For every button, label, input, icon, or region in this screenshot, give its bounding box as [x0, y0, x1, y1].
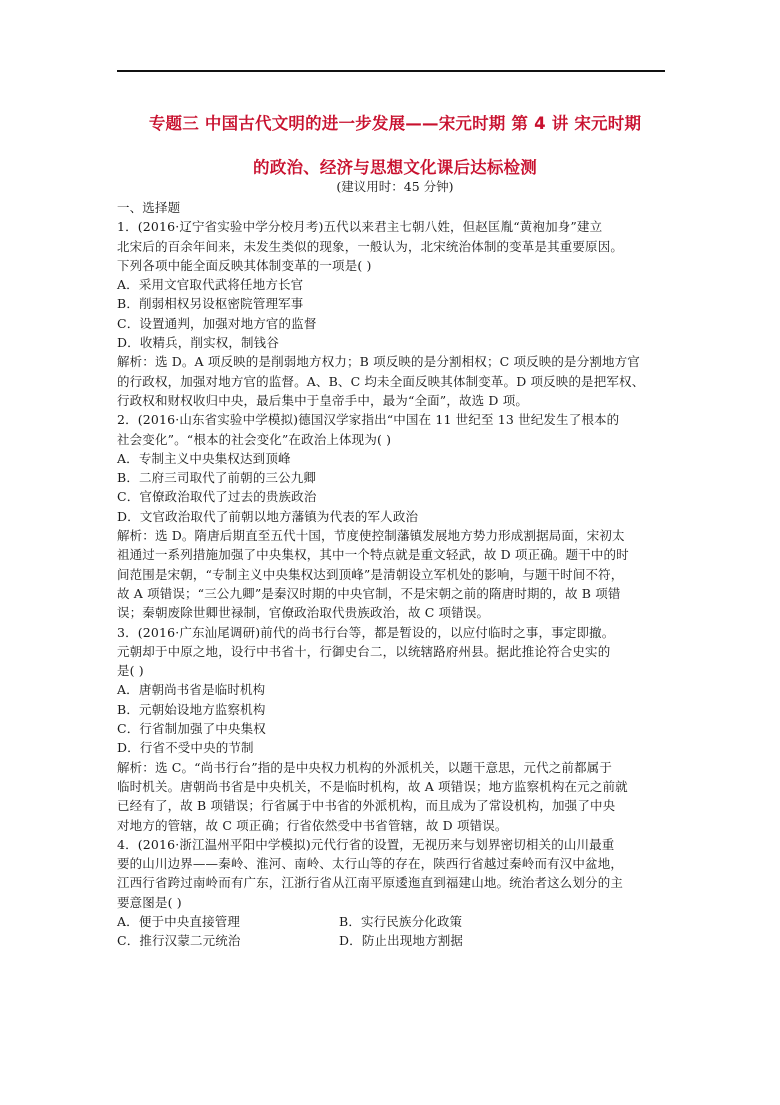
- suggested-time: (建议用时：45 分钟): [336, 179, 454, 194]
- question-stem-line: 4．(2016·浙江温州平阳中学模拟)元代行省的设置，无视历来与划界密切相关的山川最重: [117, 836, 615, 852]
- analysis-line: 已经有了，故 B 项错误；行省属于中书省的外派机构，而且成为了常设机构，加强了中央: [117, 798, 616, 814]
- question-1: [117, 217, 665, 410]
- option-c: C．行省制加强了中央集权: [117, 721, 266, 737]
- title-line-2: 的政治、经济与思想文化课后达标检测: [253, 158, 537, 177]
- question-stem-line: 要意图是( ): [117, 894, 182, 910]
- question-stem-line: 3．(2016·广东汕尾调研)前代的尚书行台等，都是暂设的，以应付临时之事，事定即撤。: [117, 624, 615, 640]
- option-a: A．采用文官取代武将任地方长官: [117, 277, 304, 293]
- question-stem-line: 要的山川边界——秦岭、淮河、南岭、太行山等的存在，陕西行省越过秦岭而有汉中盆地，: [117, 856, 624, 872]
- question-stem-line: 元朝却于中原之地，设行中书省十，行御史台二，以统辖路府州县。据此推论符合史实的: [117, 643, 611, 659]
- question-stem-line: 下列各项中能全面反映其体制变革的一项是( ): [117, 257, 372, 273]
- analysis-line: 行政权和财权收归中央，最后集中于皇帝手中，最为“全面”，故选 D 项。: [117, 392, 529, 408]
- question-2: [117, 410, 665, 622]
- title-line-1: 专题三 中国古代文明的进一步发展——宋元时期 第 4 讲 宋元时期: [148, 114, 642, 133]
- analysis-line: 对地方的管辖，故 C 项正确；行省依然受中书省管辖，故 D 项错误。: [117, 817, 508, 833]
- page-title: [105, 102, 685, 190]
- section-heading: 一、选择题: [117, 200, 181, 215]
- option-c: C．官僚政治取代了过去的贵族政治: [117, 489, 317, 505]
- question-stem-line: 北宋后的百余年间来，未发生类似的现象，一般认为，北宋统治体制的变革是其重要原因。: [117, 238, 624, 254]
- option-a: A．便于中央直接管理: [117, 913, 241, 929]
- option-b: B．削弱相权另设枢密院管理军事: [117, 296, 304, 312]
- options-row: [117, 931, 665, 950]
- option-b: B．元朝始设地方监察机构: [117, 701, 266, 717]
- option-d: D．收精兵，削实权，制钱谷: [117, 335, 279, 351]
- analysis-line: 解析：选 D。A 项反映的是削弱地方权力；B 项反映的是分割相权；C 项反映的是分割地方官: [117, 354, 640, 370]
- options-row: [117, 912, 665, 931]
- analysis-line: 误；秦朝废除世卿世禄制，官僚政治取代贵族政治，故 C 项错误。: [117, 605, 490, 621]
- option-a: A．唐朝尚书省是临时机构: [117, 682, 266, 698]
- question-stem-line: 社会变化”。“根本的社会变化”在政治上体现为( ): [117, 431, 392, 447]
- option-d: D．行省不受中央的节制: [117, 740, 254, 756]
- option-c: C．设置通判，加强对地方官的监督: [117, 315, 317, 331]
- option-b: B．实行民族分化政策: [339, 913, 463, 929]
- question-stem-line: 是( ): [117, 663, 144, 679]
- analysis-line: 祖通过一系列措施加强了中央集权，其中一个特点就是重文轻武，故 D 项正确。题干中的时: [117, 547, 629, 563]
- question-stem-line: 1．(2016·辽宁省实验中学分校月考)五代以来君主七朝八姓，但赵匡胤“黄袍加身”建立: [117, 219, 603, 235]
- option-a: A．专制主义中央集权达到顶峰: [117, 450, 291, 466]
- document-body: [117, 198, 665, 951]
- question-stem-line: 2．(2016·山东省实验中学模拟)德国汉学家指出“中国在 11 世纪至 13 世纪发生了根本的: [117, 412, 620, 428]
- top-rule: [117, 70, 665, 72]
- question-3: [117, 623, 665, 835]
- analysis-line: 故 A 项错误；“三公九卿”是秦汉时期的中央官制，不是宋朝之前的隋唐时期的，故 B 项错: [117, 585, 621, 601]
- option-d: D．文官政治取代了前朝以地方藩镇为代表的军人政治: [117, 508, 419, 524]
- analysis-line: 临时机关。唐朝尚书省是中央机关，不是临时机构，故 A 项错误；地方监察机构在元之前就: [117, 778, 628, 794]
- option-c: C．推行汉蒙二元统治: [117, 933, 241, 949]
- analysis-line: 解析：选 D。隋唐后期直至五代十国，节度使控制藩镇发展地方势力形成割据局面，宋初太: [117, 528, 625, 544]
- question-4: [117, 835, 665, 951]
- analysis-line: 解析：选 C。“尚书行台”指的是中央权力机构的外派机关，以题干意思，元代之前都属于: [117, 759, 612, 775]
- question-stem-line: 江西行省跨过南岭而有广东，江浙行省从江南平原逶迤直到福建山地。统治者这么划分的主: [117, 875, 624, 891]
- option-b: B．二府三司取代了前朝的三公九卿: [117, 470, 317, 486]
- analysis-line: 的行政权，加强对地方官的监督。A、B、C 均未全面反映其体制变革。D 项反映的是把军权、: [117, 373, 645, 389]
- analysis-line: 间范围是宋朝，“专制主义中央集权达到顶峰”是清朝设立军机处的影响，与题干时间不符，: [117, 566, 624, 582]
- option-d: D．防止出现地方割据: [339, 933, 464, 949]
